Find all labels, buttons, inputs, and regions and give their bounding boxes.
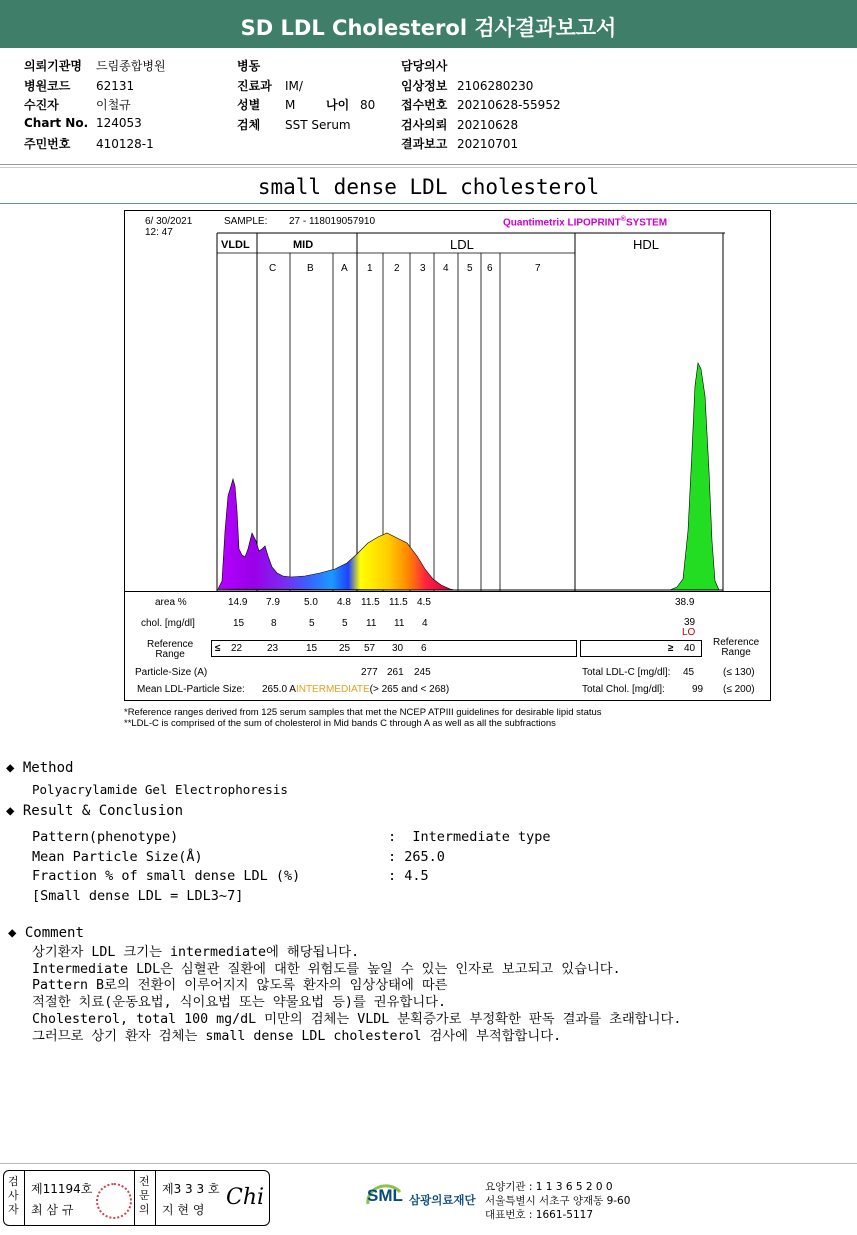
area-value: 11.5 xyxy=(361,597,380,608)
total-ldlc-value: 45 xyxy=(683,667,695,678)
hdl-ref-symbol: ≥ xyxy=(668,643,674,654)
total-chol-ref: (≤ 200) xyxy=(723,684,755,695)
method-text: Polyacrylamide Gel Electrophoresis xyxy=(32,782,288,797)
sample-label: SAMPLE: xyxy=(224,216,268,227)
group-mid: MID xyxy=(293,239,314,251)
chart-time: 12: 47 xyxy=(145,227,173,238)
row-label-mean: Mean LDL-Particle Size: xyxy=(137,684,245,695)
comment-text: 상기환자 LDL 크기는 intermediate에 해당됩니다. Intermediate LDL은 심혈관 질환에 대한 위험도를 높일 수 있는 인자로 보고되고 있습니다. Pattern B로의 전환이 이루어지지 않도록 환자의 임상상태에 따른 적절한 치료(운동요법, 식이요법 또는 약물요법 등)를 권유합니다. Cholesterol, total 100 mg/dL 미만의 검체는 VLDL 분획증가로 부정확한 판독 결과를 초래합니다. 그러므로 상기 환자 검체는 small dense LDL cholesterol 검사에 부적합합니다. xyxy=(32,945,682,1044)
band-label: 4 xyxy=(443,263,449,274)
org-name: 삼광의료재단 xyxy=(409,1193,476,1207)
total-chol-value: 99 xyxy=(692,684,704,695)
org-info: 요양기관 : 1 1 3 6 5 2 0 0 서울특별시 서초구 양재동 9-60 대표번호 : 1661-5117 xyxy=(485,1181,631,1221)
particle-size: 261 xyxy=(387,667,404,678)
signature: Chi xyxy=(226,1185,265,1210)
divider xyxy=(0,203,857,204)
band-label: C xyxy=(269,263,277,274)
ref-right-label: Reference Range xyxy=(713,637,760,658)
band-label: 1 xyxy=(367,263,373,274)
hdl-trace xyxy=(670,363,719,590)
seal-icon xyxy=(96,1183,132,1219)
ref-value: 15 xyxy=(306,643,318,654)
result-row: Mean Particle Size(Å) xyxy=(32,849,203,865)
group-ldl: LDL xyxy=(450,237,474,252)
total-ldlc-label: Total LDL-C [mg/dl]: xyxy=(582,667,671,678)
result-value: : Intermediate type xyxy=(388,829,551,845)
area-value: 7.9 xyxy=(266,597,280,608)
mean-size: 265.0 AINTERMEDIATE(> 265 and < 268) xyxy=(262,684,450,695)
group-hdl: HDL xyxy=(633,237,660,252)
ref-value: 22 xyxy=(231,643,243,654)
examiner-no: 제11194호 xyxy=(31,1182,93,1196)
lipoprint-chart xyxy=(124,210,771,592)
ldl-trace xyxy=(218,479,455,590)
signature-box xyxy=(3,1170,270,1226)
chol-value: 4 xyxy=(422,618,428,629)
group-vldl: VLDL xyxy=(221,239,250,251)
area-value: 5.0 xyxy=(304,597,318,608)
result-row: Pattern(phenotype) xyxy=(32,829,179,845)
divider xyxy=(0,167,857,168)
ref-symbol: ≤ xyxy=(215,643,221,654)
result-value: : 265.0 xyxy=(388,849,445,865)
total-ldlc-ref: (≤ 130) xyxy=(723,667,755,678)
patient-info-col2: 병동 진료과 IM/ 성별 M 나이 80 검체 SST Serum xyxy=(237,59,376,132)
brand-label: Quantimetrix LIPOPRINT®SYSTEM xyxy=(503,216,668,229)
specialist-name: 지 현 영 xyxy=(162,1203,205,1217)
area-value: 4.8 xyxy=(337,597,351,608)
chol-value: 11 xyxy=(366,618,377,629)
patient-info-col1: 의뢰기관명 드림종합병원 병원코드 62131 수진자 이철규 Chart No. 124053 주민번호 410128-1 xyxy=(24,59,166,151)
row-label-particle: Particle-Size (A) xyxy=(135,667,208,678)
ref-value: 6 xyxy=(421,643,427,654)
particle-size: 245 xyxy=(414,667,431,678)
specialist-no: 제3 3 3 호 xyxy=(162,1182,220,1196)
row-label-chol: chol. [mg/dl] xyxy=(141,618,195,629)
band-label: 6 xyxy=(487,263,493,274)
area-value: 4.5 xyxy=(417,597,431,608)
result-row: Fraction % of small dense LDL (%) xyxy=(32,868,301,884)
ref-value: 57 xyxy=(364,643,376,654)
band-label: 5 xyxy=(467,263,473,274)
chol-value: 5 xyxy=(342,618,348,629)
band-label: B xyxy=(307,263,314,274)
diamond-icon: ◆ xyxy=(8,925,17,941)
section-title: small dense LDL cholesterol xyxy=(257,175,600,199)
band-label: 3 xyxy=(420,263,426,274)
band-label: 7 xyxy=(535,263,541,274)
divider xyxy=(0,164,857,165)
result-note: [Small dense LDL = LDL3~7] xyxy=(32,888,244,904)
row-label-area: area % xyxy=(155,597,187,608)
specialist-label: 전 문 의 xyxy=(139,1175,150,1216)
band-label: 2 xyxy=(394,263,400,274)
examiner-name: 최 삼 규 xyxy=(31,1203,74,1217)
hdl-chol-value: 39 xyxy=(684,617,696,628)
chol-value: 8 xyxy=(271,618,277,629)
total-chol-label: Total Chol. [mg/dl]: xyxy=(582,684,665,695)
hdl-ref-value: 40 xyxy=(684,643,696,654)
hdl-area-value: 38.9 xyxy=(675,597,695,608)
band-label: A xyxy=(341,263,348,274)
chart-date: 6/ 30/2021 xyxy=(145,216,193,227)
ref-value: 25 xyxy=(339,643,351,654)
hdl-flag: LO xyxy=(682,627,696,638)
footnote: *Reference ranges derived from 125 serum samples that met the NCEP ATPIII guidelines for desirable lipid status xyxy=(124,707,602,718)
particle-size: 277 xyxy=(361,667,378,678)
divider xyxy=(0,1163,857,1164)
ref-value: 23 xyxy=(267,643,279,654)
result-table xyxy=(124,590,771,701)
footnote: **LDL-C is comprised of the sum of cholesterol in Mid bands C through A as well as all the subfractions xyxy=(124,718,556,729)
diamond-icon: ◆ xyxy=(6,803,15,819)
area-value: 11.5 xyxy=(389,597,408,608)
method-heading: ◆ Method xyxy=(6,760,74,776)
comment-heading: ◆ Comment xyxy=(8,925,84,941)
chol-value: 5 xyxy=(309,618,315,629)
result-heading: ◆ Result & Conclusion xyxy=(6,803,184,819)
sample-value: 27 - 118019057910 xyxy=(289,216,376,227)
sml-logo-text: SML xyxy=(367,1186,403,1205)
area-value: 14.9 xyxy=(228,597,248,608)
report-title: SD LDL Cholesterol 검사결과보고서 xyxy=(0,0,857,48)
patient-info-col3: 담당의사 임상정보 2106280230 접수번호 20210628-55952 검사의뢰 20210628 결과보고 20210701 xyxy=(401,59,561,151)
chol-value: 11 xyxy=(394,618,405,629)
ref-value: 30 xyxy=(392,643,404,654)
result-value: : 4.5 xyxy=(388,868,429,884)
chol-value: 15 xyxy=(233,618,245,629)
examiner-label: 검 사 자 xyxy=(8,1175,19,1216)
row-label-ref: Reference Range xyxy=(147,639,194,660)
diamond-icon: ◆ xyxy=(6,760,15,776)
